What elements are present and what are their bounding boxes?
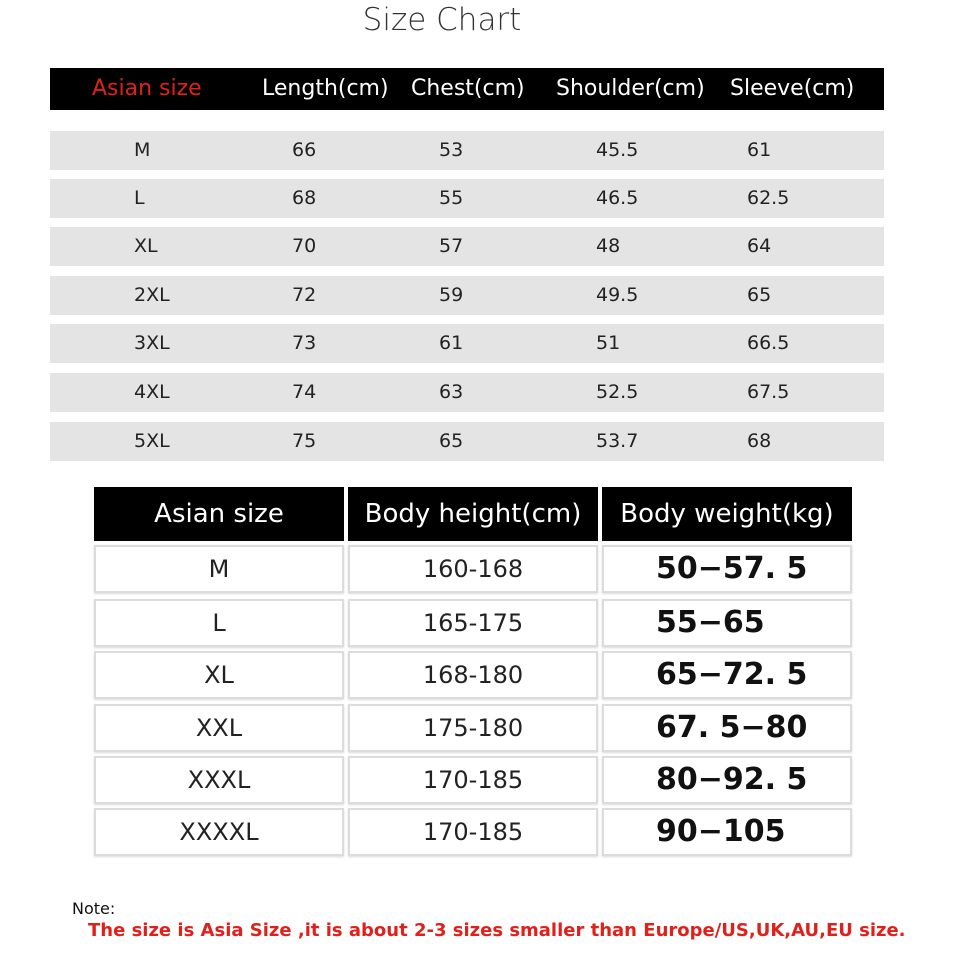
table1-cell: 4XL (134, 381, 170, 403)
table1-cell: 68 (292, 187, 317, 209)
table2-cell: 175-180 (348, 704, 598, 752)
table1-cell: 5XL (134, 430, 170, 452)
table1-header-chest: Chest(cm) (411, 76, 525, 101)
table1-header-size: Asian size (92, 76, 202, 101)
table1-row (50, 324, 884, 363)
table1-header-length: Length(cm) (262, 76, 389, 101)
table1-cell: 62.5 (747, 187, 790, 209)
table1-cell: 65 (747, 284, 772, 306)
table1-cell: 66 (292, 139, 317, 161)
table1-cell: 51 (596, 332, 621, 354)
table1-cell: 73 (292, 332, 317, 354)
table1-cell: 55 (439, 187, 464, 209)
table1-cell: 3XL (134, 332, 170, 354)
table1-cell: 68 (747, 430, 772, 452)
table1-cell: 46.5 (596, 187, 639, 209)
note-text: The size is Asia Size ,it is about 2-3 sizes smaller than Europe/US,UK,AU,EU size. (88, 920, 906, 941)
table1-cell: M (134, 139, 151, 161)
table1-row (50, 179, 884, 218)
table1-cell: 57 (439, 235, 464, 257)
table1-cell: 48 (596, 235, 621, 257)
table1-cell: 74 (292, 381, 317, 403)
table1-cell: XL (134, 235, 158, 257)
table1-cell: 52.5 (596, 381, 639, 403)
table1-cell: L (134, 187, 145, 209)
table2-cell: 160-168 (348, 545, 598, 593)
table2-cell: XXXL (94, 756, 344, 804)
table1-cell: 70 (292, 235, 317, 257)
table1-row (50, 422, 884, 461)
table1-cell: 59 (439, 284, 464, 306)
table1-cell: 61 (439, 332, 464, 354)
table1-cell: 67.5 (747, 381, 790, 403)
table2-cell: 65−72. 5 (602, 651, 852, 699)
table2-cell: 168-180 (348, 651, 598, 699)
table1-cell: 64 (747, 235, 772, 257)
table1-cell: 63 (439, 381, 464, 403)
table2-cell: L (94, 599, 344, 647)
table1-cell: 53.7 (596, 430, 639, 452)
table2-cell: XL (94, 651, 344, 699)
table1-cell: 65 (439, 430, 464, 452)
page-title: Size Chart (362, 2, 522, 38)
table2-cell: 170-185 (348, 756, 598, 804)
table1-cell: 75 (292, 430, 317, 452)
table1-header (50, 68, 884, 110)
table1-cell: 49.5 (596, 284, 639, 306)
table2-header-size: Asian size (94, 487, 344, 541)
table1-cell: 66.5 (747, 332, 790, 354)
table1-header-shoulder: Shoulder(cm) (556, 76, 705, 101)
table2-cell: XXL (94, 704, 344, 752)
table2-cell: 55−65 (602, 599, 852, 647)
table2-cell: 67. 5−80 (602, 704, 852, 752)
table2-cell: M (94, 545, 344, 593)
table1-cell: 72 (292, 284, 317, 306)
table2-cell: 80−92. 5 (602, 756, 852, 804)
note-label: Note: (72, 899, 116, 918)
table1-cell: 2XL (134, 284, 170, 306)
table2-cell: 90−105 (602, 808, 852, 856)
table2-cell: XXXXL (94, 808, 344, 856)
table1-header-sleeve: Sleeve(cm) (730, 76, 855, 101)
table1-row (50, 373, 884, 412)
table1-cell: 45.5 (596, 139, 639, 161)
table2-cell: 170-185 (348, 808, 598, 856)
table2-header-weight: Body weight(kg) (602, 487, 852, 541)
table2-cell: 165-175 (348, 599, 598, 647)
table1-row (50, 227, 884, 266)
table1-cell: 61 (747, 139, 772, 161)
table2-cell: 50−57. 5 (602, 545, 852, 593)
table2-header-height: Body height(cm) (348, 487, 598, 541)
table1-row (50, 276, 884, 315)
table1-cell: 53 (439, 139, 464, 161)
table1-row (50, 131, 884, 170)
